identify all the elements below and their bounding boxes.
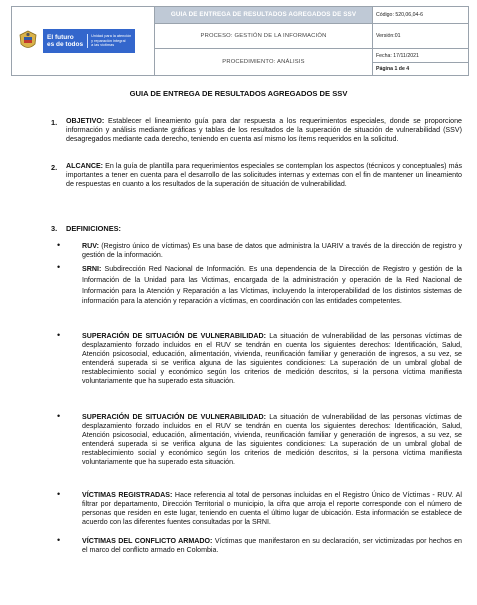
logo — [12, 8, 154, 74]
logo-cell — [12, 7, 155, 76]
header-procedure: PROCEDIMIENTO: ANÁLISIS — [155, 49, 373, 76]
document-header — [11, 6, 469, 76]
definition-registered-victims: VÍCTIMAS REGISTRADAS: Hace referencia al total de personas incluidas en el Registro Único de Víctimas - RUV. Al filtrar por departamento, Dirección Territorial o municipio, la cifra que arroja el reporte corresponde con el número de personas que residen en este lugar, teniendo en cuenta el último lugar de ubicación. Esta información se establece de acuerdo con las diferentes fuentes consultadas por la SRNI. — [82, 491, 462, 526]
gov-brand — [43, 29, 135, 53]
definition-ssv-2: SUPERACIÓN DE SITUACIÓN DE VULNERABILIDAD: La situación de vulnerabilidad de las personas víctimas de desplazamiento forzado incluidos en el RUV se tendrán en cuenta los siguientes derechos: Identificación, Salud, Atención psicosocial, educación, alimentación, vivienda, reunificación familiar y generación de ingresos, a su vez, se entenderá superada si se verifica alguna de las siguientes condiciones: La superación de un umbral global de restablecimiento social y económico según los criterios de medición descritos, si la persona víctima manifiesta voluntariamente que ha superado esta situación. — [82, 413, 462, 466]
coat-of-arms-icon — [16, 29, 40, 53]
section-2-scope: ALCANCE: En la guía de plantilla para requerimientos especiales se contemplan los aspectos (técnicos y conceptuales) más importantes a tener en cuenta para el desarrollo de las solicitudes internas y externas con el fin de mantener un lineamiento de respuestas en cuanto a los resultados de la superación de situación de vulnerabilidad. — [66, 162, 462, 188]
header-date-page — [373, 49, 469, 76]
bullet: • — [57, 330, 61, 340]
header-title: GUIA DE ENTREGA DE RESULTADOS AGREGADOS DE SSV — [155, 7, 373, 24]
bullet: • — [57, 411, 61, 421]
document-title: GUIA DE ENTREGA DE RESULTADOS AGREGADOS DE SSV — [129, 89, 348, 98]
definition-ssv-1: SUPERACIÓN DE SITUACIÓN DE VULNERABILIDAD: La situación de vulnerabilidad de las personas víctimas de desplazamiento forzado incluidos en el RUV se tendrán en cuenta los siguientes derechos: Identificación, Salud, Atención psicosocial, educación, alimentación, vivienda, reunificación familiar y generación de ingresos, a su vez, se entenderá superada si se verifica alguna de las siguientes condiciones: La superación de un umbral global de restablecimiento social y económico según los criterios de medición descritos, si la persona víctima manifiesta voluntariamente que ha superado esta situación. — [82, 332, 462, 385]
bullet: • — [57, 262, 61, 272]
section-1-number: 1. — [51, 118, 58, 127]
definition-armed-conflict-victims: VÍCTIMAS DEL CONFLICTO ARMADO: Víctimas que manifestaron en su declaración, ser victimizadas por hechos en el marco del conflicto armado en Colombia. — [82, 537, 462, 554]
section-2-number: 2. — [51, 163, 58, 172]
header-page: Página 1 de 4 — [376, 65, 410, 72]
gov-entity: Unidad para la atención y reparación integral a las víctimas — [87, 34, 131, 47]
bullet: • — [57, 489, 61, 499]
bullet: • — [57, 535, 61, 545]
definition-srni: SRNI: Subdirección Red Nacional de Información. Es una dependencia de la Dirección de Registro y gestión de la Información de la Unidad para las Victimas, encargada de la administración y operación de la Red Nacional de Información para la Atención y Reparación a las Víctimas, incluyendo la interoperabilidad de los distintos sistemas de información para la atención y reparación a víctimas, en coordinación con las entidades competentes. — [82, 265, 462, 306]
gov-slogan: El futuro es de todos — [47, 34, 84, 48]
header-process: PROCESO: GESTIÓN DE LA INFORMACIÓN — [155, 24, 373, 49]
definition-ruv: RUV: (Registro único de víctimas) Es una base de datos que administra la UARIV a través de la dirección de registro y gestión de la información. — [82, 242, 462, 259]
header-version: Versión:01 — [373, 24, 469, 49]
section-3-definitions-heading: DEFINICIONES: — [66, 224, 122, 233]
header-date: Fecha: 17/11/2021 — [373, 50, 468, 63]
section-3-number: 3. — [51, 224, 58, 233]
section-1-objective: OBJETIVO: Establecer el lineamiento guía para dar respuesta a los requerimientos especiales, donde se proporcione información y análisis mediante gráficas y tablas de los resultados de la superación de situación de vulnerabilidad (SSV) desagregados mediante cada derecho, teniendo en cuenta así mismo los ítems requeridos en la solicitud. — [66, 117, 462, 143]
header-code: Código: 520,06,04-6 — [373, 7, 469, 24]
bullet: • — [57, 240, 61, 250]
